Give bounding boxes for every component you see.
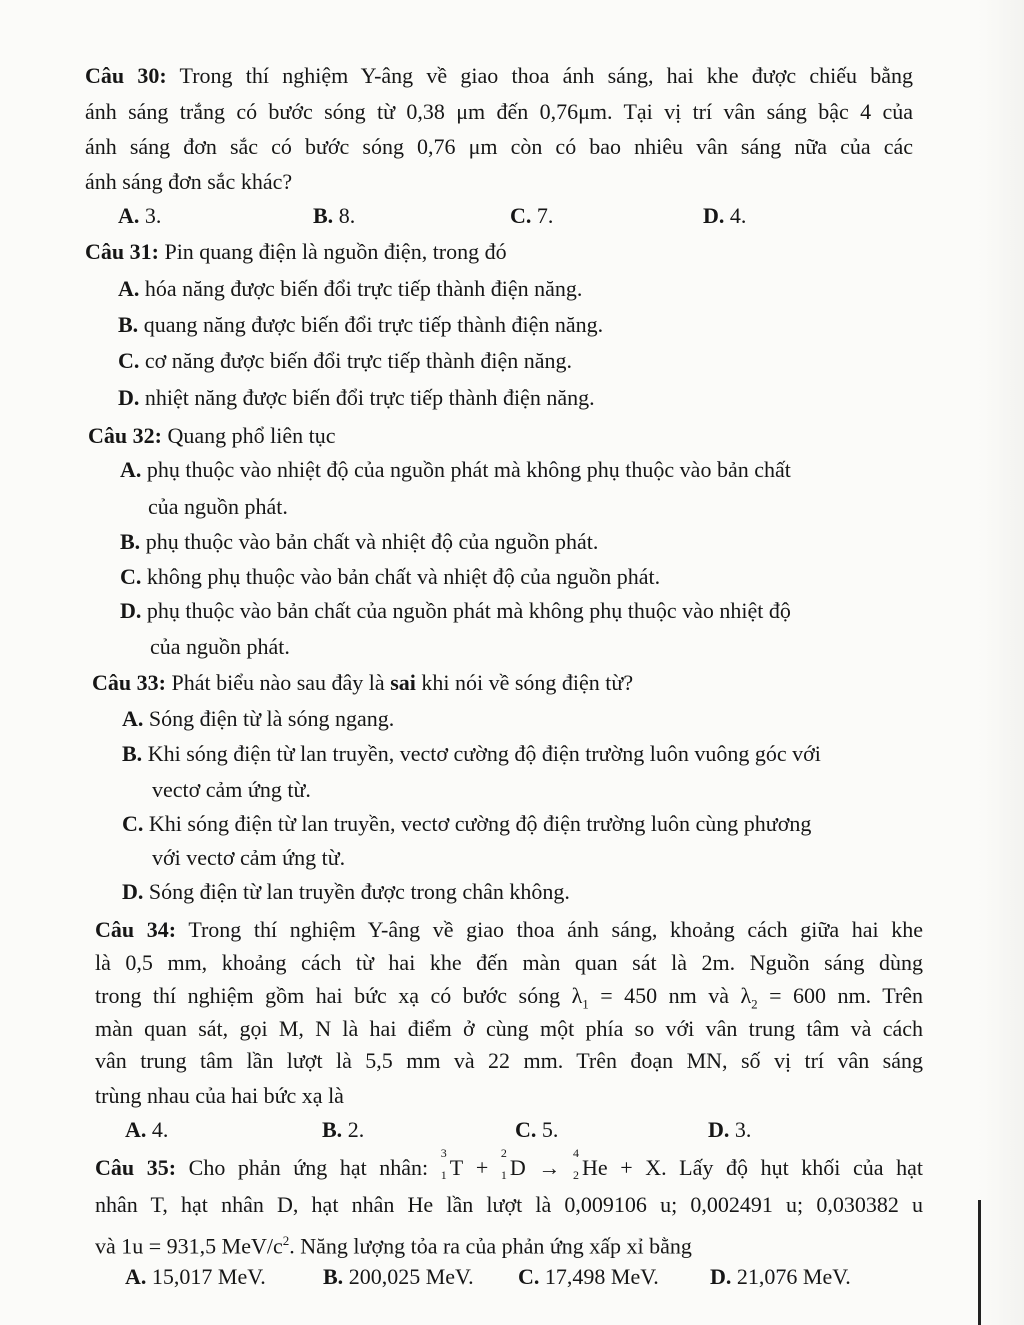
q35-line-2: nhân T, hạt nhân D, hạt nhân He lần lượt là 0,009106 u; 0,002491 u; 0,030382 u: [95, 1192, 923, 1217]
q33-option-a: A. Sóng điện từ là sóng ngang.: [122, 706, 395, 731]
q35-option-a: A. 15,017 MeV.: [125, 1264, 266, 1289]
q30-option-b: B. 8.: [313, 203, 356, 228]
nuclide-helium: 4 2 He: [572, 1146, 608, 1182]
q31-stem: Câu 31: Pin quang điện là nguồn điện, trong đó: [85, 239, 507, 264]
q32-option-c: C. không phụ thuộc vào bản chất và nhiệt độ của nguồn phát.: [120, 564, 661, 589]
q34-line-6: trùng nhau của hai bức xạ là: [95, 1083, 344, 1108]
q32-stem: Câu 32: Quang phổ liên tục: [88, 423, 336, 448]
q31-option-d: D. nhiệt năng được biến đổi trực tiếp thành điện năng.: [118, 385, 595, 410]
q30-option-a: A. 3.: [118, 203, 162, 228]
q30-line-1: Câu 30: Trong thí nghiệm Y-âng về giao thoa ánh sáng, hai khe được chiếu bằng: [85, 63, 913, 88]
q35-line-3: và 1u = 931,5 MeV/$c^2$. Năng lượng tỏa ra của phản ứng xấp xỉ bằng: [95, 1233, 692, 1259]
q31-option-a: A. hóa năng được biến đổi trực tiếp thành điện năng.: [118, 276, 583, 301]
q35-option-d: D. 21,076 MeV.: [710, 1264, 851, 1289]
q34-option-b: B. 2.: [322, 1117, 365, 1142]
q31-option-b: B. quang năng được biến đổi trực tiếp thành điện năng.: [118, 312, 604, 337]
q33-stem: Câu 33: Phát biểu nào sau đây là sai khi nói về sóng điện từ?: [92, 670, 634, 695]
q35-option-b: B. 200,025 MeV.: [323, 1264, 474, 1289]
q34-line-4: màn quan sát, gọi M, N là hai điểm ở cùng một phía so với vân trung tâm và cách: [95, 1016, 923, 1041]
q33-option-d: D. Sóng điện từ lan truyền được trong chân không.: [122, 879, 570, 904]
q30-option-d: D. 4.: [703, 203, 747, 228]
q30-line-3: ánh sáng đơn sắc có bước sóng 0,76 μm còn có bao nhiêu vân sáng nữa của các: [85, 134, 913, 159]
q32-option-a: A. phụ thuộc vào nhiệt độ của nguồn phát mà không phụ thuộc vào bản chất: [120, 457, 791, 482]
q30-line-4: ánh sáng đơn sắc khác?: [85, 169, 293, 194]
q34-line-2: là 0,5 mm, khoảng cách từ hai khe đến màn quan sát là 2m. Nguồn sáng dùng: [95, 950, 923, 975]
q34-line-5: vân trung tâm lần lượt là 5,5 mm và 22 mm. Trên đoạn MN, số vị trí vân sáng: [95, 1048, 923, 1073]
q32-option-a-cont: của nguồn phát.: [148, 494, 288, 519]
q30-line-2: ánh sáng trắng có bước sóng từ 0,38 μm đến 0,76μm. Tại vị trí vân sáng bậc 4 của: [85, 99, 913, 124]
q33-option-c: C. Khi sóng điện từ lan truyền, vectơ cường độ điện trường luôn cùng phương: [122, 811, 812, 836]
q34-option-d: D. 3.: [708, 1117, 752, 1142]
q34-option-c: C. 5.: [515, 1117, 559, 1142]
q34-line-1: Câu 34: Trong thí nghiệm Y-âng về giao thoa ánh sáng, khoảng cách giữa hai khe: [95, 917, 923, 942]
q35-option-c: C. 17,498 MeV.: [518, 1264, 659, 1289]
q34-option-a: A. 4.: [125, 1117, 169, 1142]
scan-edge: [978, 0, 1024, 1325]
nuclide-tritium: 3 1 T: [440, 1146, 464, 1182]
q32-option-d-cont: của nguồn phát.: [150, 634, 290, 659]
scan-margin-line: [978, 1200, 981, 1325]
q32-option-d: D. phụ thuộc vào bản chất của nguồn phát mà không phụ thuộc vào nhiệt độ: [120, 598, 791, 623]
q30-option-c: C. 7.: [510, 203, 554, 228]
q33-option-b: B. Khi sóng điện từ lan truyền, vectơ cường độ điện trường luôn vuông góc với: [122, 741, 821, 766]
q31-option-c: C. cơ năng được biến đổi trực tiếp thành điện năng.: [118, 348, 572, 373]
q33-option-c-cont: với vectơ cảm ứng từ.: [152, 845, 346, 870]
nuclide-deuterium: 2 1 D: [500, 1146, 526, 1182]
q33-option-b-cont: vectơ cảm ứng từ.: [152, 777, 311, 802]
q34-line-3: trong thí nghiệm gồm hai bức xạ có bước sóng $\lambda_1 = 450$ nm và $\lambda_2 = 600$ nm. Trên: [95, 983, 923, 1012]
q32-option-b: B. phụ thuộc vào bản chất và nhiệt độ của nguồn phát.: [120, 529, 599, 554]
q35-line-1: Câu 35: Cho phản ứng hạt nhân: 3 1 T + 2 1 D → 4 2 He + X. Lấy độ hụt khối của hạt: [95, 1146, 924, 1182]
